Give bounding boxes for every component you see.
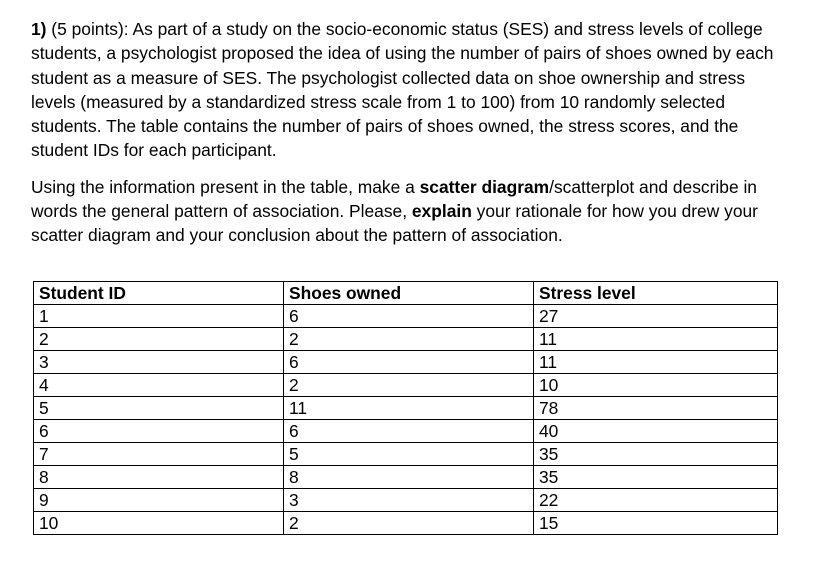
cell-shoes-owned: 6 xyxy=(284,305,534,328)
header-shoes-owned: Shoes owned xyxy=(284,282,534,305)
header-stress-level: Stress level xyxy=(534,282,778,305)
cell-shoes-owned: 6 xyxy=(284,420,534,443)
cell-student-id: 2 xyxy=(34,328,284,351)
cell-stress-level: 22 xyxy=(534,489,778,512)
cell-shoes-owned: 2 xyxy=(284,374,534,397)
question-number: 1) xyxy=(31,19,47,39)
instructions-part1: Using the information present in the table, make a xyxy=(31,176,420,197)
table-header-row xyxy=(34,282,778,305)
cell-stress-level: 35 xyxy=(534,466,778,489)
cell-shoes-owned: 3 xyxy=(284,489,534,512)
table-row xyxy=(34,351,778,374)
cell-student-id: 8 xyxy=(34,466,284,489)
cell-student-id: 3 xyxy=(34,351,284,374)
instructions-part3: your rationale for how you drew your scatter diagram and your conclusion about the pattern of association. xyxy=(31,201,758,246)
table-row xyxy=(34,489,778,512)
cell-stress-level: 11 xyxy=(534,328,778,351)
table-row xyxy=(34,374,778,397)
cell-student-id: 4 xyxy=(34,374,284,397)
cell-student-id: 5 xyxy=(34,397,284,420)
question-instructions xyxy=(31,175,791,248)
table-row xyxy=(34,397,778,420)
instructions-bold-scatter: scatter diagram xyxy=(419,176,550,197)
table-row xyxy=(34,328,778,351)
question-block xyxy=(31,17,791,248)
cell-stress-level: 10 xyxy=(534,374,778,397)
cell-student-id: 10 xyxy=(34,512,284,535)
cell-stress-level: 27 xyxy=(534,305,778,328)
cell-shoes-owned: 6 xyxy=(284,351,534,374)
cell-shoes-owned: 2 xyxy=(284,512,534,535)
table-row xyxy=(34,420,778,443)
instructions-bold-explain: explain xyxy=(411,201,472,222)
cell-stress-level: 35 xyxy=(534,443,778,466)
data-table xyxy=(33,281,778,535)
cell-student-id: 7 xyxy=(34,443,284,466)
cell-shoes-owned: 5 xyxy=(284,443,534,466)
table-row xyxy=(34,466,778,489)
table-row xyxy=(34,305,778,328)
instructions-part2: /scatterplot and describe in words the general pattern of association. Please, xyxy=(31,176,757,222)
cell-stress-level: 40 xyxy=(534,420,778,443)
question-text: (5 points): As part of a study on the socio-economic status (SES) and stress levels of college students, a psychologist proposed the idea of using the number of pairs of shoes owned by each student as a measure of SES. The psychologist collected data on shoe ownership and stress levels (measured by a standardized stress scale from 1 to 100) from 10 randomly selected students. The table contains the number of pairs of shoes owned, the stress scores, and the student IDs for each participant. xyxy=(31,19,774,161)
header-student-id: Student ID xyxy=(34,282,284,305)
cell-student-id: 9 xyxy=(34,489,284,512)
cell-stress-level: 11 xyxy=(534,351,778,374)
cell-student-id: 1 xyxy=(34,305,284,328)
cell-shoes-owned: 8 xyxy=(284,466,534,489)
cell-shoes-owned: 11 xyxy=(284,397,534,420)
cell-stress-level: 78 xyxy=(534,397,778,420)
cell-shoes-owned: 2 xyxy=(284,328,534,351)
table-row xyxy=(34,512,778,535)
cell-student-id: 6 xyxy=(34,420,284,443)
question-intro xyxy=(31,17,791,163)
table-row xyxy=(34,443,778,466)
cell-stress-level: 15 xyxy=(534,512,778,535)
